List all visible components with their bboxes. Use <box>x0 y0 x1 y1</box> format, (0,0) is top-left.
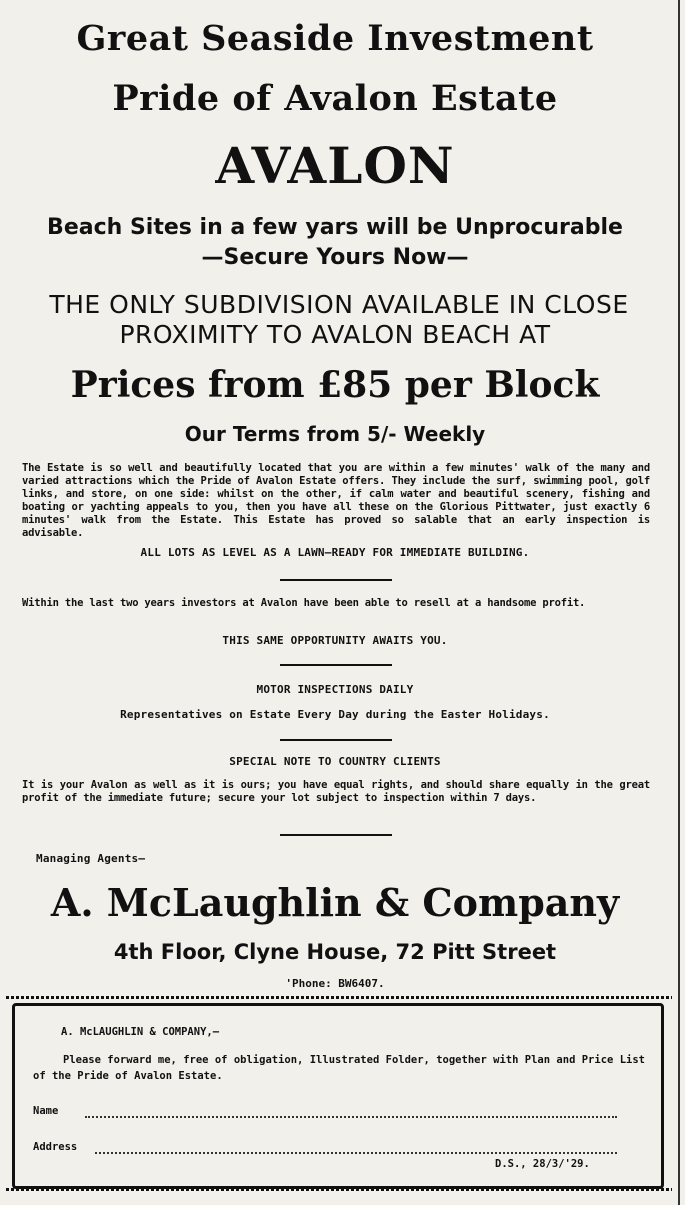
price-headline: Prices from £85 per Block <box>70 364 600 406</box>
opportunity-note: THIS SAME OPPORTUNITY AWAITS YOU. <box>222 634 448 647</box>
coupon-name-field[interactable] <box>85 1116 617 1118</box>
level-note: ALL LOTS AS LEVEL AS A LAWN—READY FOR IMMEDIATE BUILDING. <box>140 546 530 559</box>
order-coupon <box>12 1003 664 1189</box>
subdivision-line1: THE ONLY SUBDIVISION AVAILABLE IN CLOSE <box>49 290 629 319</box>
coupon-reference: D.S., 28/3/'29. <box>495 1158 590 1170</box>
terms-line: Our Terms from 5/- Weekly <box>184 422 486 446</box>
coupon-name-label: Name <box>33 1105 59 1117</box>
special-note-heading: SPECIAL NOTE TO COUNTRY CLIENTS <box>229 755 441 768</box>
agent-name: A. McLaughlin & Company <box>50 880 620 925</box>
estate-description: The Estate is so well and beautifully located that you are within a few minutes' walk of the many and varied attractions which the Pride of Avalon Estate offers. They include the surf, swimming pool, golf links, and store, on one side: whilst on the other, if calm water and beautiful scenery, fishing and boating or yachting appeals to you, then you have all these on the Glorious Pittwater, just exactly 6 minutes' walk from the Estate. This Estate has proved so salable that an early inspection is advisable. <box>22 462 650 539</box>
headline-line1: Great Seaside Investment <box>76 18 594 59</box>
coupon-border-top <box>6 996 672 999</box>
coupon-address-label: Address <box>33 1141 78 1153</box>
divider <box>280 739 392 741</box>
headline-avalon: AVALON <box>215 136 455 195</box>
tagline-line1: Beach Sites in a few yars will be Unprocurable <box>47 215 623 240</box>
divider <box>280 834 392 836</box>
agent-address: 4th Floor, Clyne House, 72 Pitt Street <box>113 940 557 964</box>
column-rule <box>678 0 680 1205</box>
agent-phone: 'Phone: BW6407. <box>285 977 385 990</box>
subdivision-line2: PROXIMITY TO AVALON BEACH AT <box>119 320 551 349</box>
special-note-body: It is your Avalon as well as it is ours; you have equal rights, and should share equally in the great profit of the immediate future; secure your lot subject to inspection within 7 days. <box>22 779 650 804</box>
agents-label: Managing Agents— <box>36 852 146 865</box>
representatives-note: Representatives on Estate Every Day during the Easter Holidays. <box>120 708 550 721</box>
coupon-request: Please forward me, free of obligation, Illustrated Folder, together with Plan and Price List of the Pride of Avalon Estate. <box>33 1054 645 1082</box>
resell-note: Within the last two years investors at Avalon have been able to resell at a handsome profit. <box>22 597 586 609</box>
motor-inspections: MOTOR INSPECTIONS DAILY <box>256 683 414 696</box>
coupon-address-field[interactable] <box>95 1152 617 1154</box>
tagline-line2: —Secure Yours Now— <box>201 245 469 270</box>
divider <box>280 579 392 581</box>
headline-line2: Pride of Avalon Estate <box>112 78 558 119</box>
coupon-addressee: A. McLAUGHLIN & COMPANY,— <box>61 1026 220 1038</box>
divider <box>280 664 392 666</box>
